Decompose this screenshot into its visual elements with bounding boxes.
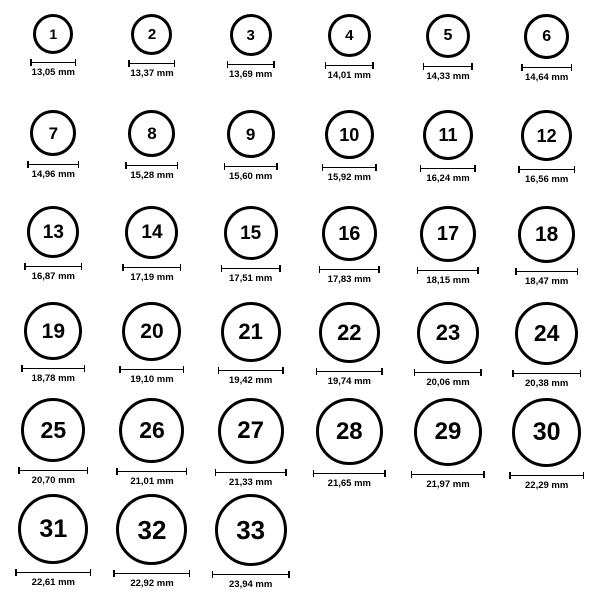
measure-tick-left — [515, 268, 517, 275]
ring-size-cell — [497, 14, 596, 110]
ring-size-cell — [201, 206, 300, 302]
measure-line — [518, 169, 575, 171]
ring-size-number: 28 — [335, 417, 363, 445]
ring-size-number: 23 — [435, 320, 461, 345]
measure-bar — [325, 62, 374, 69]
measure-tick-left — [420, 165, 422, 172]
measure-tick-left — [212, 571, 214, 578]
ring-size-number: 18 — [534, 223, 559, 246]
ring-size-cell — [4, 302, 103, 398]
ring-size-number: 3 — [246, 26, 255, 44]
measure-tick-left — [417, 267, 419, 274]
measure-line — [122, 267, 181, 269]
ring-diameter-label: 20,38 mm — [525, 378, 569, 389]
ring-size-cell — [497, 398, 596, 494]
measure-line — [325, 65, 374, 67]
measure-line — [322, 167, 377, 169]
measure-bar — [420, 165, 476, 172]
ring-size-cell — [300, 110, 399, 206]
ring-size-cell — [300, 302, 399, 398]
measure-bar — [24, 263, 82, 270]
ring-size-number: 21 — [238, 319, 263, 344]
measure-bar — [509, 472, 584, 479]
ring-diameter-label: 15,60 mm — [229, 171, 273, 182]
measure-tick-left — [116, 468, 118, 475]
measure-tick-right — [474, 165, 476, 172]
measure-tick-left — [128, 60, 130, 67]
ring-circle — [116, 494, 187, 565]
ring-size-cell — [201, 14, 300, 110]
measure-line — [224, 166, 278, 168]
measure-tick-left — [125, 162, 127, 169]
measure-tick-right — [186, 468, 188, 475]
ring-diameter-label: 16,24 mm — [426, 173, 470, 184]
ring-circle — [512, 398, 581, 467]
measure-tick-left — [119, 366, 121, 373]
measure-tick-right — [577, 268, 579, 275]
measure-bar — [322, 164, 377, 171]
ring-size-number: 2 — [147, 26, 157, 43]
measure-tick-right — [180, 264, 182, 271]
ring-diameter-label: 13,05 mm — [31, 67, 75, 78]
measure-tick-right — [282, 367, 284, 374]
ring-circle — [128, 110, 175, 157]
measure-tick-right — [288, 571, 290, 578]
ring-size-cell — [103, 398, 202, 494]
measure-tick-right — [183, 366, 185, 373]
ring-size-cell — [201, 494, 300, 590]
measure-bar — [221, 265, 281, 272]
measure-tick-right — [583, 472, 585, 479]
ring-diameter-label: 17,19 mm — [130, 272, 174, 283]
measure-tick-left — [521, 64, 523, 71]
ring-size-cell — [103, 14, 202, 110]
measure-tick-right — [384, 470, 386, 477]
measure-tick-left — [414, 369, 416, 376]
ring-circle — [515, 302, 578, 365]
ring-size-cell — [497, 206, 596, 302]
ring-size-cell — [399, 398, 498, 494]
measure-tick-right — [78, 161, 80, 168]
ring-size-number: 16 — [338, 222, 361, 245]
ring-size-cell — [399, 14, 498, 110]
ring-size-number: 9 — [245, 124, 256, 144]
measure-bar — [512, 370, 581, 377]
measure-line — [227, 64, 275, 66]
ring-diameter-label: 23,94 mm — [229, 579, 273, 590]
ring-circle — [328, 14, 371, 57]
ring-size-cell — [300, 398, 399, 494]
measure-bar — [218, 367, 284, 374]
ring-size-number: 13 — [42, 221, 64, 243]
measure-bar — [30, 59, 76, 66]
measure-tick-left — [518, 166, 520, 173]
measure-tick-left — [322, 164, 324, 171]
ring-circle — [125, 206, 178, 259]
measure-tick-left — [122, 264, 124, 271]
ring-size-cell — [497, 110, 596, 206]
measure-tick-right — [273, 61, 275, 68]
ring-circle — [221, 302, 281, 362]
ring-diameter-label: 16,56 mm — [525, 174, 569, 185]
ring-size-cell — [300, 14, 399, 110]
ring-circle — [319, 302, 380, 363]
ring-circle — [414, 398, 482, 466]
ring-circle — [21, 398, 85, 462]
measure-tick-left — [21, 365, 23, 372]
ring-diameter-label: 20,70 mm — [31, 475, 75, 486]
measure-tick-left — [319, 266, 321, 273]
ring-size-cell — [201, 302, 300, 398]
ring-size-cell — [497, 302, 596, 398]
ring-diameter-label: 19,42 mm — [229, 375, 273, 386]
measure-bar — [21, 365, 85, 372]
ring-circle — [30, 110, 76, 156]
ring-circle — [423, 110, 473, 160]
ring-size-cell — [201, 398, 300, 494]
ring-size-number: 27 — [237, 417, 264, 444]
ring-diameter-label: 14,96 mm — [31, 169, 75, 180]
measure-bar — [319, 266, 380, 273]
ring-size-number: 31 — [39, 514, 68, 543]
measure-tick-left — [423, 63, 425, 70]
measure-tick-right — [381, 368, 383, 375]
ring-diameter-label: 13,37 mm — [130, 68, 174, 79]
measure-line — [30, 62, 76, 64]
ring-size-cell — [300, 206, 399, 302]
ring-diameter-label: 13,69 mm — [229, 69, 273, 80]
ring-circle — [218, 398, 284, 464]
ring-size-cell — [4, 206, 103, 302]
ring-size-number: 26 — [139, 417, 165, 443]
ring-circle — [224, 206, 278, 260]
measure-tick-left — [24, 263, 26, 270]
measure-line — [319, 269, 380, 271]
measure-bar — [15, 569, 91, 576]
ring-diameter-label: 14,01 mm — [327, 70, 371, 81]
ring-size-number: 17 — [436, 223, 460, 245]
measure-line — [116, 471, 187, 473]
ring-size-cell — [4, 110, 103, 206]
ring-size-cell — [103, 206, 202, 302]
ring-diameter-label: 18,78 mm — [31, 373, 75, 384]
ring-circle — [230, 14, 272, 56]
ring-diameter-label: 17,83 mm — [327, 274, 371, 285]
measure-line — [24, 266, 82, 268]
ring-diameter-label: 14,64 mm — [525, 72, 569, 83]
ring-diameter-label: 16,87 mm — [31, 271, 75, 282]
ring-size-number: 4 — [345, 27, 354, 44]
ring-size-number: 15 — [240, 222, 262, 244]
ring-circle — [24, 302, 82, 360]
measure-tick-right — [90, 569, 92, 576]
ring-size-number: 30 — [532, 418, 561, 446]
ring-circle — [119, 398, 184, 463]
ring-diameter-label: 18,15 mm — [426, 275, 470, 286]
measure-bar — [18, 467, 88, 474]
ring-size-number: 14 — [141, 222, 163, 243]
measure-bar — [411, 471, 485, 478]
ring-size-number: 6 — [542, 27, 552, 45]
measure-tick-left — [113, 570, 115, 577]
measure-bar — [316, 368, 383, 375]
ring-size-number: 22 — [337, 319, 362, 345]
measure-line — [221, 268, 281, 270]
measure-line — [128, 63, 175, 65]
ring-size-cell — [201, 110, 300, 206]
ring-size-cell — [103, 110, 202, 206]
measure-tick-right — [378, 266, 380, 273]
ring-size-number: 29 — [434, 418, 462, 445]
measure-bar — [521, 64, 572, 71]
measure-tick-right — [471, 63, 473, 70]
measure-tick-right — [75, 59, 77, 66]
measure-line — [18, 470, 88, 472]
measure-tick-right — [480, 369, 482, 376]
ring-diameter-label: 17,51 mm — [229, 273, 273, 284]
measure-line — [417, 270, 479, 272]
ring-circle — [33, 14, 73, 54]
ring-circle — [27, 206, 79, 258]
ring-size-cell — [103, 302, 202, 398]
ring-size-cell — [4, 398, 103, 494]
measure-line — [215, 472, 287, 474]
ring-size-number: 25 — [40, 416, 67, 443]
ring-size-number: 32 — [137, 514, 167, 545]
ring-diameter-label: 21,33 mm — [229, 477, 273, 488]
measure-tick-right — [372, 62, 374, 69]
measure-bar — [518, 166, 575, 173]
ring-size-number: 12 — [536, 125, 557, 146]
ring-diameter-label: 21,01 mm — [130, 476, 174, 487]
measure-line — [27, 164, 79, 166]
measure-bar — [215, 469, 287, 476]
measure-tick-left — [512, 370, 514, 377]
measure-tick-left — [18, 467, 20, 474]
ring-circle — [426, 14, 470, 58]
measure-bar — [119, 366, 184, 373]
measure-tick-right — [81, 263, 83, 270]
measure-tick-left — [227, 61, 229, 68]
measure-line — [515, 271, 578, 273]
measure-bar — [414, 369, 482, 376]
ring-diameter-label: 21,65 mm — [327, 478, 371, 489]
measure-tick-left — [27, 161, 29, 168]
measure-bar — [227, 61, 275, 68]
measure-tick-left — [224, 163, 226, 170]
measure-tick-right — [580, 370, 582, 377]
measure-tick-right — [483, 471, 485, 478]
ring-size-cell — [4, 14, 103, 110]
ring-circle — [420, 206, 476, 262]
ring-diameter-label: 22,29 mm — [525, 480, 569, 491]
ring-size-number: 20 — [140, 320, 164, 343]
measure-tick-right — [279, 265, 281, 272]
measure-tick-left — [316, 368, 318, 375]
ring-size-number: 10 — [339, 124, 360, 145]
ring-size-number: 11 — [438, 125, 458, 145]
ring-circle — [417, 302, 479, 364]
measure-bar — [125, 162, 178, 169]
ring-size-cell — [4, 494, 103, 590]
measure-tick-left — [218, 367, 220, 374]
measure-bar — [417, 267, 479, 274]
measure-line — [313, 473, 386, 475]
measure-tick-left — [221, 265, 223, 272]
measure-line — [414, 372, 482, 374]
ring-size-number: 8 — [147, 124, 157, 143]
ring-size-cell — [399, 206, 498, 302]
ring-size-number: 5 — [443, 27, 453, 44]
ring-diameter-label: 14,33 mm — [426, 71, 470, 82]
ring-diameter-label: 20,06 mm — [426, 377, 470, 388]
measure-bar — [113, 570, 190, 577]
measure-bar — [128, 60, 175, 67]
ring-size-number: 33 — [236, 515, 266, 545]
ring-circle — [518, 206, 575, 263]
ring-circle — [122, 302, 181, 361]
ring-diameter-label: 15,28 mm — [130, 170, 174, 181]
ring-diameter-label: 22,92 mm — [130, 578, 174, 589]
measure-tick-right — [571, 64, 573, 71]
measure-line — [15, 572, 91, 574]
ring-size-cell — [399, 110, 498, 206]
measure-bar — [423, 63, 473, 70]
ring-circle — [322, 206, 377, 261]
measure-tick-right — [174, 60, 176, 67]
measure-tick-right — [177, 162, 179, 169]
measure-line — [521, 67, 572, 69]
measure-line — [509, 475, 584, 477]
measure-tick-left — [325, 62, 327, 69]
measure-bar — [224, 163, 278, 170]
measure-line — [125, 165, 178, 167]
ring-size-number: 7 — [48, 123, 59, 143]
measure-line — [113, 573, 190, 575]
measure-tick-right — [574, 166, 576, 173]
ring-diameter-label: 19,10 mm — [130, 374, 174, 385]
measure-tick-left — [30, 59, 32, 66]
ring-diameter-label: 19,74 mm — [327, 376, 371, 387]
measure-tick-right — [375, 164, 377, 171]
measure-tick-left — [215, 469, 217, 476]
ring-circle — [227, 110, 275, 158]
ring-circle — [131, 14, 172, 55]
ring-circle — [325, 110, 374, 159]
ring-diameter-label: 15,92 mm — [327, 172, 371, 183]
measure-tick-left — [509, 472, 511, 479]
ring-size-cell — [103, 494, 202, 590]
measure-line — [420, 168, 476, 170]
measure-line — [316, 371, 383, 373]
ring-size-number: 1 — [49, 26, 58, 42]
measure-line — [119, 369, 184, 371]
ring-diameter-label: 18,47 mm — [525, 276, 569, 287]
ring-size-number: 19 — [41, 319, 65, 343]
measure-tick-left — [15, 569, 17, 576]
measure-tick-right — [87, 467, 89, 474]
measure-bar — [27, 161, 79, 168]
measure-tick-right — [84, 365, 86, 372]
measure-tick-right — [285, 469, 287, 476]
measure-line — [218, 370, 284, 372]
ring-circle — [521, 110, 572, 161]
ring-circle — [18, 494, 88, 564]
measure-line — [423, 66, 473, 68]
measure-line — [411, 474, 485, 476]
measure-bar — [116, 468, 187, 475]
ring-diameter-label: 21,97 mm — [426, 479, 470, 490]
measure-bar — [122, 264, 181, 271]
measure-tick-left — [411, 471, 413, 478]
ring-diameter-label: 22,61 mm — [31, 577, 75, 588]
measure-line — [21, 368, 85, 370]
ring-circle — [316, 398, 383, 465]
measure-line — [212, 574, 290, 576]
ring-circle — [524, 14, 569, 59]
ring-circle — [215, 494, 287, 566]
measure-bar — [313, 470, 386, 477]
ring-size-cell — [399, 302, 498, 398]
measure-bar — [212, 571, 290, 578]
measure-line — [512, 373, 581, 375]
measure-bar — [515, 268, 578, 275]
ring-size-number: 24 — [533, 320, 560, 346]
measure-tick-right — [189, 570, 191, 577]
measure-tick-right — [477, 267, 479, 274]
measure-tick-left — [313, 470, 315, 477]
measure-tick-right — [276, 163, 278, 170]
